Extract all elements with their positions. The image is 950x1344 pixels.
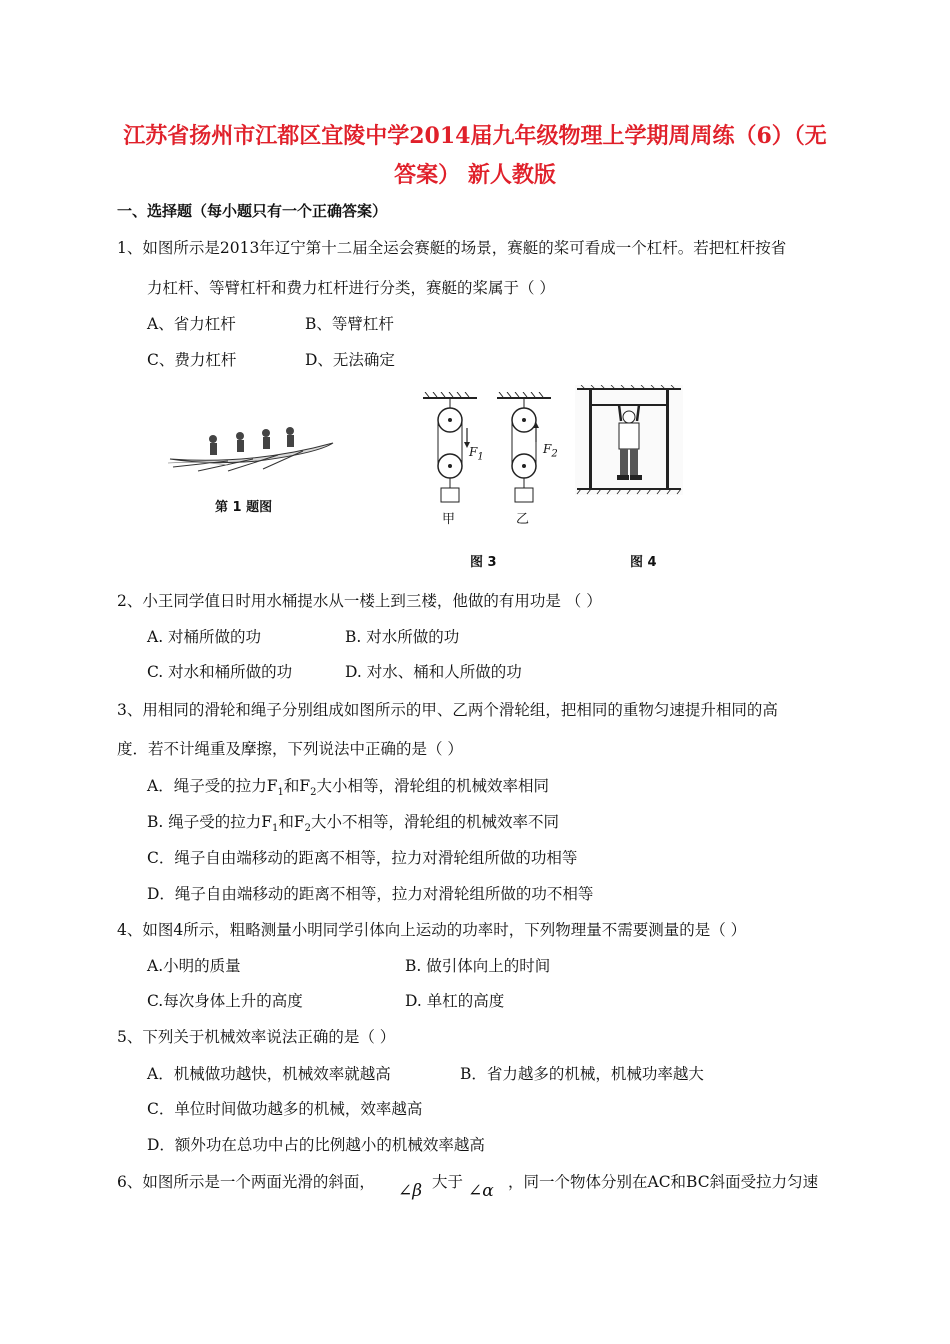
pull-up-figure <box>575 385 683 495</box>
rowing-boat-figure <box>168 425 338 475</box>
question-6-line1-end: ，同一个物体分别在AC和BC斜面受拉力匀速 <box>508 1173 819 1191</box>
figure-1-caption: 第 1 题图 <box>215 500 273 515</box>
question-2-option-d: D. 对水、桶和人所做的功 <box>345 663 522 681</box>
question-3-option-c: C．绳子自由端移动的距离不相等，拉力对滑轮组所做的功相等 <box>147 849 578 867</box>
question-4-option-d: D. 单杠的高度 <box>405 992 505 1010</box>
pulley-system-figure <box>415 392 555 514</box>
question-3-line2: 度．若不计绳重及摩擦，下列说法中正确的是（ ） <box>117 740 463 758</box>
pulley-label-yi: 乙 <box>516 512 530 527</box>
question-1-line1: 1、如图所示是2013年辽宁第十二届全运会赛艇的场景，赛艇的桨可看成一个杠杆。若把杠杆按省 <box>117 239 787 257</box>
document-title-line1: 江苏省扬州市江都区宜陵中学2014届九年级物理上学期周周练（6）（无 <box>123 123 827 149</box>
question-1-option-a: A、省力杠杆 <box>147 315 236 333</box>
pulley-label-jia: 甲 <box>442 512 456 527</box>
question-5-option-d: D．额外功在总功中占的比例越小的机械效率越高 <box>147 1136 485 1154</box>
angle-alpha: ∠α <box>468 1181 494 1201</box>
question-4-option-b: B. 做引体向上的时间 <box>405 957 551 975</box>
question-2-line1: 2、小王同学值日时用水桶提水从一楼上到三楼，他做的有用功是 （ ） <box>117 592 602 610</box>
section-heading: 一、选择题（每小题只有一个正确答案） <box>117 202 388 220</box>
figure-4-caption: 图 4 <box>630 555 657 570</box>
question-4-line1: 4、如图4所示，粗略测量小明同学引体向上运动的功率时，下列物理量不需要测量的是（ ） <box>117 921 747 939</box>
question-2-option-b: B. 对水所做的功 <box>345 628 460 646</box>
question-1-line2: 力杠杆、等臂杠杆和费力杠杆进行分类，赛艇的桨属于（ ） <box>147 279 555 297</box>
force-label-f1: $F_1$ <box>469 445 484 463</box>
question-2-option-a: A. 对桶所做的功 <box>147 628 262 646</box>
question-1-option-c: C、费力杠杆 <box>147 351 237 369</box>
force-label-f2: $F_2$ <box>543 442 558 460</box>
question-3-option-d: D．绳子自由端移动的距离不相等，拉力对滑轮组所做的功不相等 <box>147 885 594 903</box>
question-5-option-a: A．机械做功越快，机械效率就越高 <box>147 1065 391 1083</box>
figure-3-caption: 图 3 <box>470 555 497 570</box>
question-1-option-d: D、无法确定 <box>305 351 395 369</box>
angle-beta: ∠β <box>398 1181 423 1201</box>
question-6-greater-than: 大于 <box>432 1173 464 1191</box>
question-6-line1: 6、如图所示是一个两面光滑的斜面， <box>117 1173 375 1191</box>
question-4-option-a: A.小明的质量 <box>147 957 241 975</box>
question-4-option-c: C.每次身体上升的高度 <box>147 992 303 1010</box>
question-5-option-b: B．省力越多的机械，机械功率越大 <box>460 1065 704 1083</box>
question-5-line1: 5、下列关于机械效率说法正确的是（ ） <box>117 1028 396 1046</box>
question-3-option-b: B. 绳子受的拉力$F_1$和$F_2$大小不相等，滑轮组的机械效率不同 <box>147 813 560 835</box>
question-3-line1: 3、用相同的滑轮和绳子分别组成如图所示的甲、乙两个滑轮组，把相同的重物匀速提升相同的高 <box>117 701 778 719</box>
question-3-option-a: A．绳子受的拉力$F_1$和$F_2$大小相等，滑轮组的机械效率相同 <box>147 777 549 799</box>
question-2-option-c: C. 对水和桶所做的功 <box>147 663 293 681</box>
question-1-option-b: B、等臂杠杆 <box>305 315 394 333</box>
document-title-line2: 答案） 新人教版 <box>394 162 556 188</box>
question-5-option-c: C．单位时间做功越多的机械，效率越高 <box>147 1100 423 1118</box>
